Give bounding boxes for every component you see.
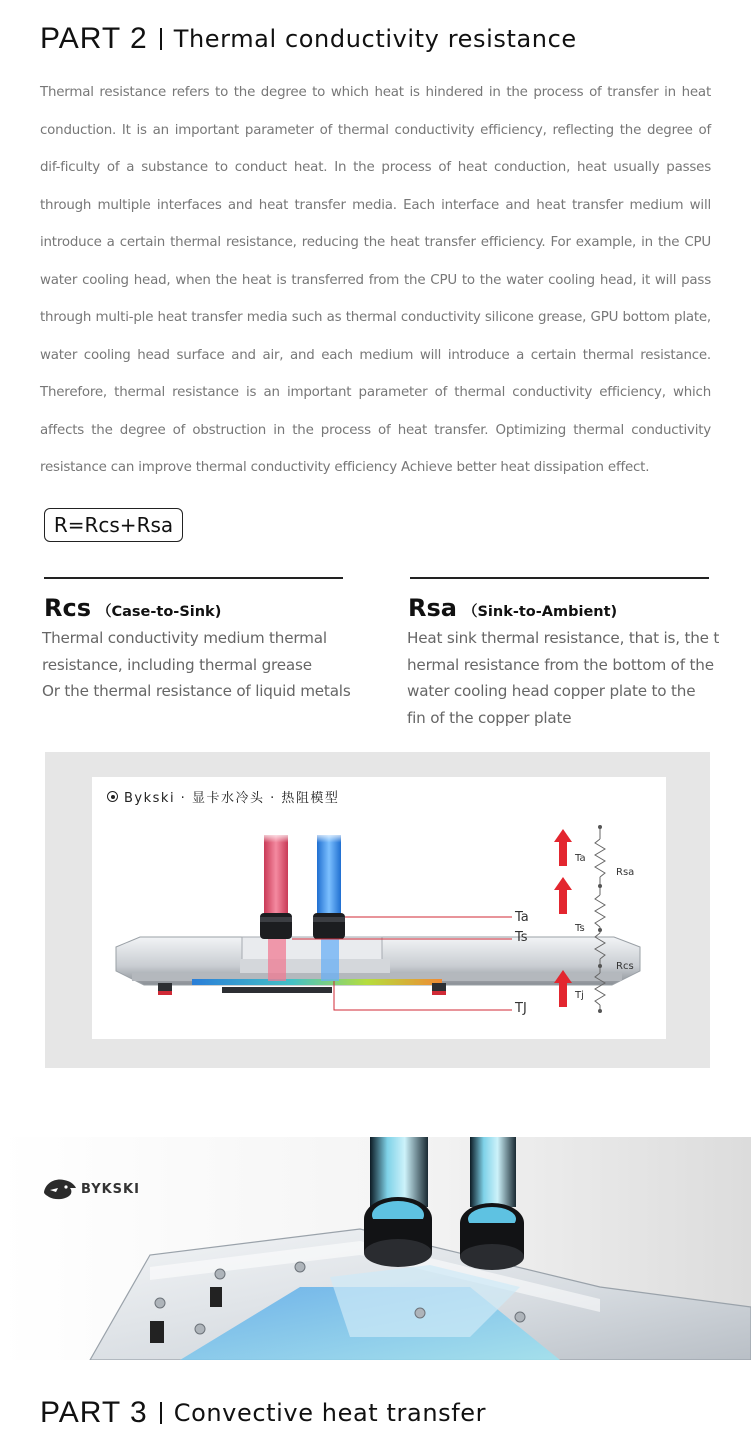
heading-divider	[160, 1402, 162, 1424]
tube-right	[470, 1137, 516, 1207]
part2-number: PART 2	[40, 22, 148, 55]
rcs-label: （Case-to-Sink)	[97, 604, 222, 620]
rcs-line: resistance, including thermal grease	[42, 655, 312, 674]
fitting-left	[260, 913, 292, 939]
rsa-line: fin of the copper plate	[407, 708, 572, 727]
scale-label-tj: Tj	[575, 990, 584, 1001]
rsa-symbol: Rsa	[408, 594, 457, 622]
rcs-description	[42, 625, 362, 705]
rcs-line: Thermal conductivity medium thermal	[42, 629, 327, 647]
part3-number: PART 3	[40, 1396, 148, 1429]
scale-label-rcs: Rcs	[616, 961, 634, 972]
heading-divider	[160, 28, 162, 50]
rsa-divider	[410, 577, 709, 579]
pointer-label-tj: TJ	[515, 1001, 527, 1016]
rcs-line: Or the thermal resistance of liquid metals	[42, 682, 351, 700]
pointer-label-ta: Ta	[515, 910, 529, 925]
rcs-symbol: Rcs	[44, 594, 91, 622]
formula-box: R=Rcs+Rsa	[44, 508, 183, 542]
brand-logo	[42, 1176, 140, 1202]
rsa-line: hermal resistance from the bottom of the	[407, 655, 714, 674]
pointer-label-ts: Ts	[515, 930, 528, 945]
rcs-heading	[44, 594, 221, 622]
rsa-heading	[408, 594, 617, 622]
rsa-description	[407, 625, 727, 731]
tube-left	[370, 1137, 428, 1207]
dragon-logo-icon	[42, 1176, 78, 1202]
product-photo	[0, 1137, 751, 1360]
scale-label-ta: Ta	[575, 853, 586, 864]
intro-paragraph: Thermal resistance refers to the degree to which heat is hindered in the process of transfer in heat conduction. It is an important parameter of thermal conductivity efficiency, reflecting the degree of dif-ficulty of a substance to conduct heat. In the process of heat conduction, heat usually passes through multiple interfaces and heat transfer media. Each interface and heat transfer medium will introduce a certain thermal resistance, reducing the heat transfer efficiency. For example, in the CPU water cooling head, when the heat is transferred from the CPU to the water cooling head, it will pass through multi-ple heat transfer media such as thermal conductivity silicone grease, GPU bottom plate, water cooling head surface and air, and each medium will introduce a certain thermal resistance. Therefore, thermal resistance is an important parameter of thermal conductivity efficiency, which affects the degree of obstruction in the process of heat transfer. Optimizing thermal conductivity resistance can improve thermal conductivity efficiency Achieve better heat dissipation effect.	[40, 85, 711, 475]
scale-label-ts: Ts	[575, 923, 585, 934]
pcb-strip	[192, 979, 442, 985]
rsa-label: （Sink-to-Ambient)	[462, 604, 618, 620]
scale-label-rsa: Rsa	[616, 867, 635, 878]
rsa-line: Heat sink thermal resistance, that is, the t	[407, 629, 720, 647]
rsa-line: water cooling head copper plate to the	[407, 682, 696, 700]
diagram-caption-text: Bykski · 显卡水冷头 · 热阻模型	[124, 791, 340, 806]
rcs-divider	[44, 577, 343, 579]
heat-arrow-icon	[554, 829, 572, 1007]
brand-name: BYKSKI	[81, 1181, 140, 1197]
part2-title: Thermal conductivity resistance	[173, 25, 577, 53]
fitting-right	[313, 913, 345, 939]
part3-title: Convective heat transfer	[173, 1399, 487, 1427]
part3-heading	[40, 1396, 486, 1430]
part2-heading	[40, 22, 577, 56]
